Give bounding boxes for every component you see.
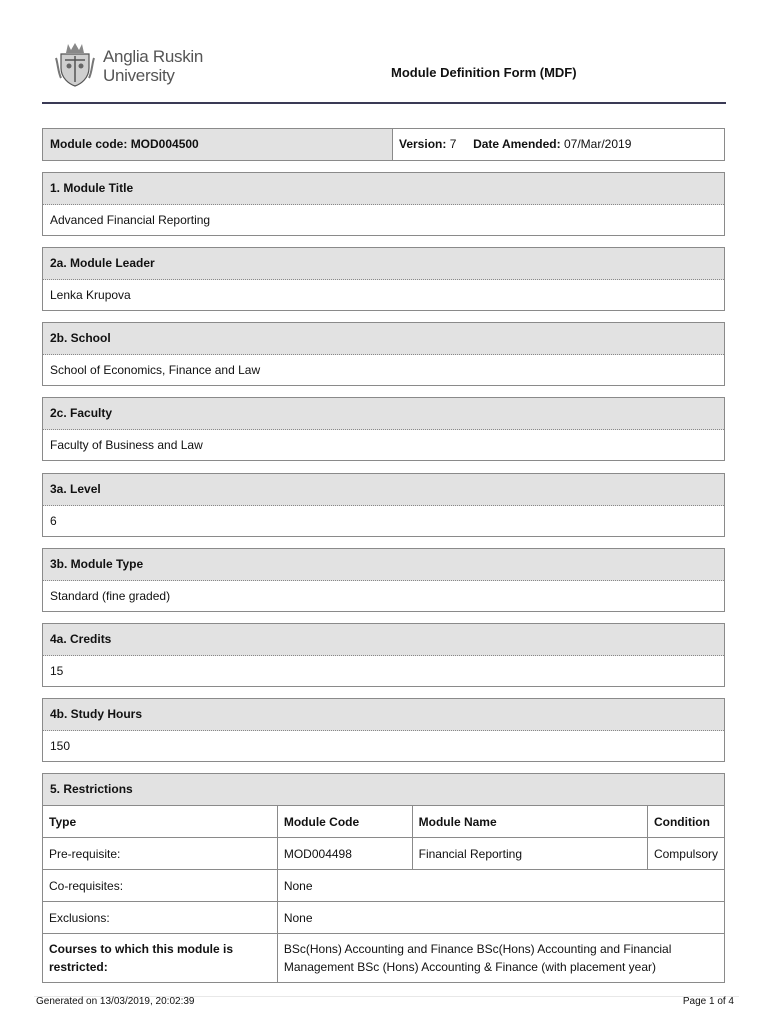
- section-level: [42, 473, 725, 537]
- section-module-leader: [42, 247, 725, 311]
- module-code-value: MOD004500: [130, 137, 199, 151]
- exclusions-value: None: [277, 902, 724, 934]
- courses-type-line1: Courses to which this module is: [49, 942, 234, 956]
- prereq-condition: Compulsory: [647, 838, 724, 870]
- prereq-code: MOD004498: [277, 838, 412, 870]
- section-value: Advanced Financial Reporting: [50, 213, 211, 227]
- version-label: Version:: [399, 137, 447, 151]
- crest-icon: [55, 40, 95, 88]
- section-credits: [42, 623, 725, 687]
- prereq-type: Pre-requisite:: [43, 838, 277, 870]
- section-value: 150: [50, 739, 71, 753]
- table-row-exclusions: [43, 902, 724, 934]
- restrictions-table: [43, 805, 724, 982]
- section-value: Lenka Krupova: [50, 288, 131, 302]
- prereq-name: Financial Reporting: [412, 838, 647, 870]
- module-code-label: Module code:: [50, 137, 128, 151]
- restrictions-header-row: [43, 806, 724, 838]
- form-title: Module Definition Form (MDF): [391, 65, 577, 80]
- section-module-title: [42, 172, 725, 236]
- courses-value-line1: BSc(Hons) Accounting and Finance BSc(Hons) Accounting and Financial: [283, 942, 672, 956]
- section-value: Standard (fine graded): [50, 589, 171, 603]
- section-heading: 4a. Credits: [43, 624, 724, 656]
- col-header-module-code: Module Code: [277, 806, 412, 838]
- courses-type-line2: restricted:: [49, 960, 108, 974]
- section-module-type: [42, 548, 725, 612]
- col-header-type: Type: [43, 806, 277, 838]
- section-heading: 1. Module Title: [43, 173, 724, 205]
- version-value: 7: [449, 137, 457, 151]
- table-row-corequisites: [43, 870, 724, 902]
- date-amended-value: 07/Mar/2019: [563, 137, 632, 151]
- courses-value-line2: Management BSc (Hons) Accounting & Finance (with placement year): [283, 960, 657, 974]
- table-row-prerequisite: [43, 838, 724, 870]
- page-number: Page 1 of 4: [682, 996, 734, 1007]
- coreq-type: Co-requisites:: [43, 870, 277, 902]
- date-amended-label: Date Amended:: [473, 137, 561, 151]
- table-row-courses: [43, 934, 724, 983]
- section-restrictions: [42, 773, 725, 983]
- section-heading: 3b. Module Type: [43, 549, 724, 581]
- courses-value: [277, 934, 724, 983]
- version-cell: [393, 129, 724, 160]
- section-faculty: [42, 397, 725, 461]
- section-heading: 4b. Study Hours: [43, 699, 724, 731]
- header-divider: [42, 102, 726, 104]
- generated-timestamp: Generated on 13/03/2019, 20:02:39: [36, 996, 195, 1007]
- section-heading: 2c. Faculty: [43, 398, 724, 430]
- col-header-module-name: Module Name: [412, 806, 647, 838]
- section-value: School of Economics, Finance and Law: [50, 363, 261, 377]
- section-heading: 2a. Module Leader: [43, 248, 724, 280]
- courses-type: [43, 934, 277, 983]
- university-name-line2: University: [103, 66, 175, 85]
- university-name-line1: Anglia Ruskin: [103, 47, 204, 66]
- section-study-hours: [42, 698, 725, 762]
- section-heading: 2b. School: [43, 323, 724, 355]
- section-heading: 5. Restrictions: [43, 774, 724, 805]
- exclusions-type: Exclusions:: [43, 902, 277, 934]
- col-header-condition: Condition: [647, 806, 724, 838]
- university-logo: [55, 40, 225, 90]
- coreq-value: None: [277, 870, 724, 902]
- module-code-cell: [43, 129, 393, 160]
- section-value: Faculty of Business and Law: [50, 438, 203, 452]
- module-code-box: [42, 128, 725, 161]
- section-value: 6: [50, 514, 57, 528]
- section-heading: 3a. Level: [43, 474, 724, 506]
- section-value: 15: [50, 664, 64, 678]
- section-school: [42, 322, 725, 386]
